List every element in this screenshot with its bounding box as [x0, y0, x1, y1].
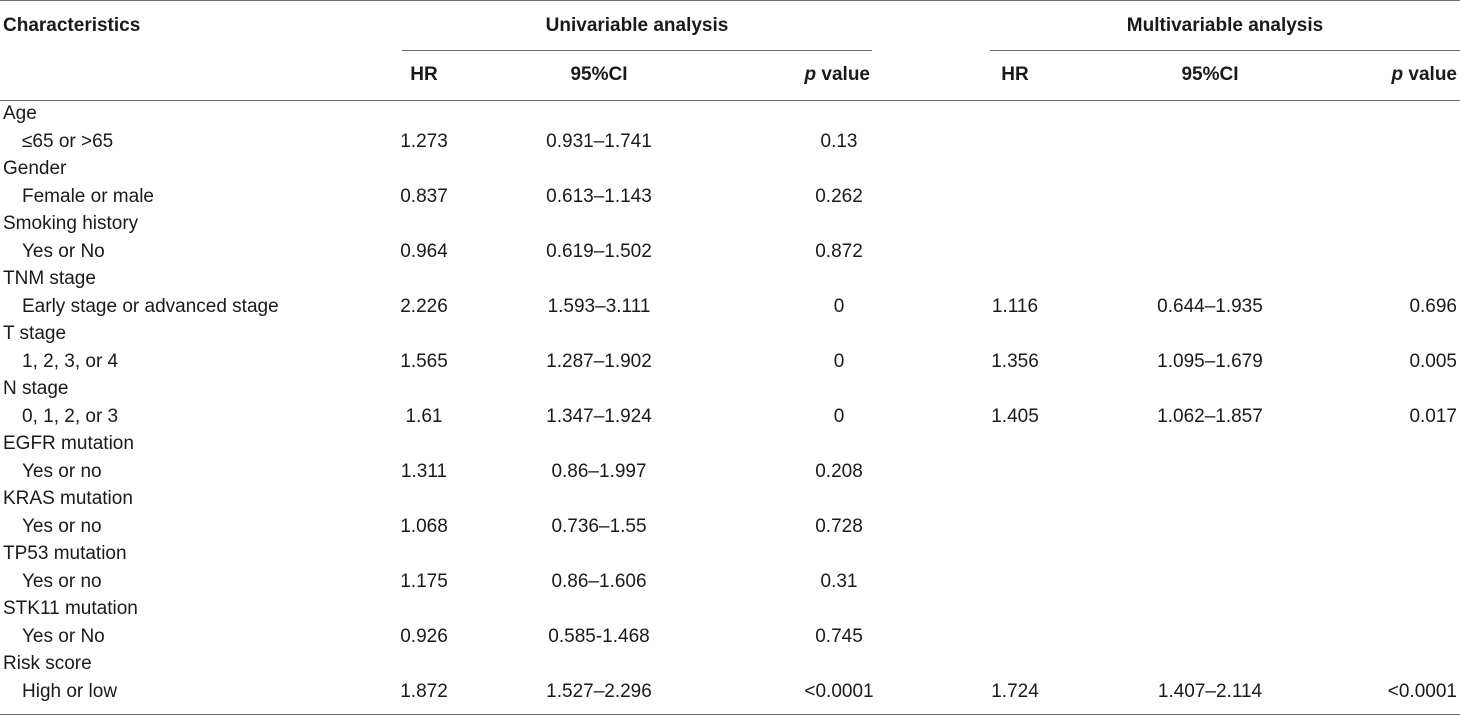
- table-row: [0, 403, 1460, 430]
- row-label: Yes or No: [22, 241, 105, 262]
- univariable-group-rule: [402, 50, 872, 51]
- multi-hr-cell: 1.405: [991, 406, 1039, 427]
- multivariable-group-rule: [990, 50, 1460, 51]
- multi-p-italic: p: [1391, 64, 1404, 85]
- uni-p-cell: 0.745: [815, 626, 863, 647]
- multi-p-cell: 0.005: [1409, 351, 1457, 372]
- multi-hr-cell: 1.356: [991, 351, 1039, 372]
- category-label: Gender: [3, 158, 67, 179]
- multi-hr-cell: 1.116: [991, 296, 1039, 317]
- uni-hr-cell: 0.964: [400, 241, 448, 262]
- uni-hr-cell: 1.61: [405, 406, 443, 427]
- uni-p-cell: 0: [833, 296, 845, 317]
- table-row: [0, 623, 1460, 650]
- multi-p-cell: <0.0001: [1387, 681, 1457, 702]
- uni-p-cell: 0.208: [815, 461, 863, 482]
- row-label: Female or male: [22, 186, 154, 207]
- uni-p-italic: p: [804, 64, 817, 85]
- table-row: [0, 128, 1460, 155]
- category-row: [0, 210, 1460, 237]
- multi-ci-header: 95%CI: [1181, 64, 1239, 85]
- category-row: [0, 540, 1460, 567]
- uni-ci-cell: 1.287–1.902: [546, 351, 652, 372]
- category-row: [0, 100, 1460, 127]
- table-row: [0, 678, 1460, 705]
- table-row: [0, 513, 1460, 540]
- category-row: [0, 595, 1460, 622]
- table-row: [0, 183, 1460, 210]
- category-label: N stage: [3, 378, 69, 399]
- multi-p-header: [1326, 64, 1457, 86]
- uni-p-cell: 0.13: [820, 131, 858, 152]
- uni-p-cell: 0.262: [815, 186, 863, 207]
- category-row: [0, 320, 1460, 347]
- uni-ci-cell: 1.347–1.924: [546, 406, 652, 427]
- category-label: T stage: [3, 323, 67, 344]
- table-row: [0, 568, 1460, 595]
- uni-hr-header: HR: [410, 64, 438, 85]
- multi-p-cell: 0.696: [1409, 296, 1457, 317]
- category-row: [0, 485, 1460, 512]
- multi-ci-cell: 1.407–2.114: [1157, 681, 1263, 702]
- table-row: [0, 458, 1460, 485]
- table-row: [0, 348, 1460, 375]
- uni-hr-cell: 1.565: [400, 351, 448, 372]
- row-label: ≤65 or >65: [22, 131, 114, 152]
- table-row: [0, 293, 1460, 320]
- category-label: KRAS mutation: [3, 488, 133, 509]
- multi-hr-header: HR: [1001, 64, 1029, 85]
- category-row: [0, 265, 1460, 292]
- category-label: STK11 mutation: [3, 598, 138, 619]
- uni-ci-cell: 0.613–1.143: [546, 186, 652, 207]
- row-label: High or low: [22, 681, 118, 702]
- univariable-header: Univariable analysis: [545, 15, 729, 36]
- uni-hr-cell: 1.311: [400, 461, 448, 482]
- category-row: [0, 155, 1460, 182]
- top-rule: [0, 0, 1460, 1]
- uni-ci-cell: 0.619–1.502: [546, 241, 652, 262]
- category-label: EGFR mutation: [3, 433, 134, 454]
- uni-ci-cell: 1.593–3.111: [547, 296, 651, 317]
- category-label: Smoking history: [3, 213, 139, 234]
- uni-p-rest: value: [816, 64, 870, 85]
- uni-p-cell: 0: [833, 351, 845, 372]
- uni-hr-cell: 1.273: [400, 131, 448, 152]
- uni-ci-cell: 1.527–2.296: [546, 681, 652, 702]
- uni-p-cell: <0.0001: [804, 681, 874, 702]
- category-row: [0, 430, 1460, 457]
- row-label: Yes or No: [22, 626, 105, 647]
- characteristics-header: Characteristics: [3, 15, 141, 36]
- row-label: Early stage or advanced stage: [22, 296, 279, 317]
- row-label: Yes or no: [22, 516, 102, 537]
- uni-ci-header: 95%CI: [570, 64, 628, 85]
- uni-ci-cell: 0.585-1.468: [548, 626, 650, 647]
- uni-ci-cell: 0.86–1.606: [551, 571, 647, 592]
- multi-p-cell: 0.017: [1409, 406, 1457, 427]
- uni-hr-cell: 1.872: [400, 681, 448, 702]
- uni-hr-cell: 2.226: [400, 296, 448, 317]
- row-label: 1, 2, 3, or 4: [22, 351, 119, 372]
- multi-ci-cell: 0.644–1.935: [1157, 296, 1263, 317]
- row-label: Yes or no: [22, 461, 102, 482]
- uni-hr-cell: 1.175: [400, 571, 448, 592]
- category-label: TNM stage: [3, 268, 96, 289]
- uni-p-cell: 0.31: [820, 571, 858, 592]
- category-label: TP53 mutation: [3, 543, 127, 564]
- uni-ci-cell: 0.931–1.741: [546, 131, 652, 152]
- multi-ci-cell: 1.062–1.857: [1157, 406, 1263, 427]
- row-label: 0, 1, 2, or 3: [22, 406, 119, 427]
- uni-p-header: [740, 64, 870, 86]
- multi-hr-cell: 1.724: [991, 681, 1039, 702]
- multi-ci-cell: 1.095–1.679: [1157, 351, 1263, 372]
- category-row: [0, 375, 1460, 402]
- category-label: Age: [3, 103, 37, 124]
- uni-p-cell: 0: [833, 406, 845, 427]
- multi-p-rest: value: [1403, 64, 1457, 85]
- uni-p-cell: 0.872: [815, 241, 863, 262]
- table-row: [0, 238, 1460, 265]
- multivariable-header: Multivariable analysis: [1126, 15, 1324, 36]
- row-label: Yes or no: [22, 571, 102, 592]
- uni-hr-cell: 0.926: [400, 626, 448, 647]
- uni-hr-cell: 0.837: [400, 186, 448, 207]
- uni-p-cell: 0.728: [815, 516, 863, 537]
- uni-ci-cell: 0.736–1.55: [551, 516, 647, 537]
- category-label: Risk score: [3, 653, 92, 674]
- uni-ci-cell: 0.86–1.997: [551, 461, 647, 482]
- uni-hr-cell: 1.068: [400, 516, 448, 537]
- category-row: [0, 650, 1460, 677]
